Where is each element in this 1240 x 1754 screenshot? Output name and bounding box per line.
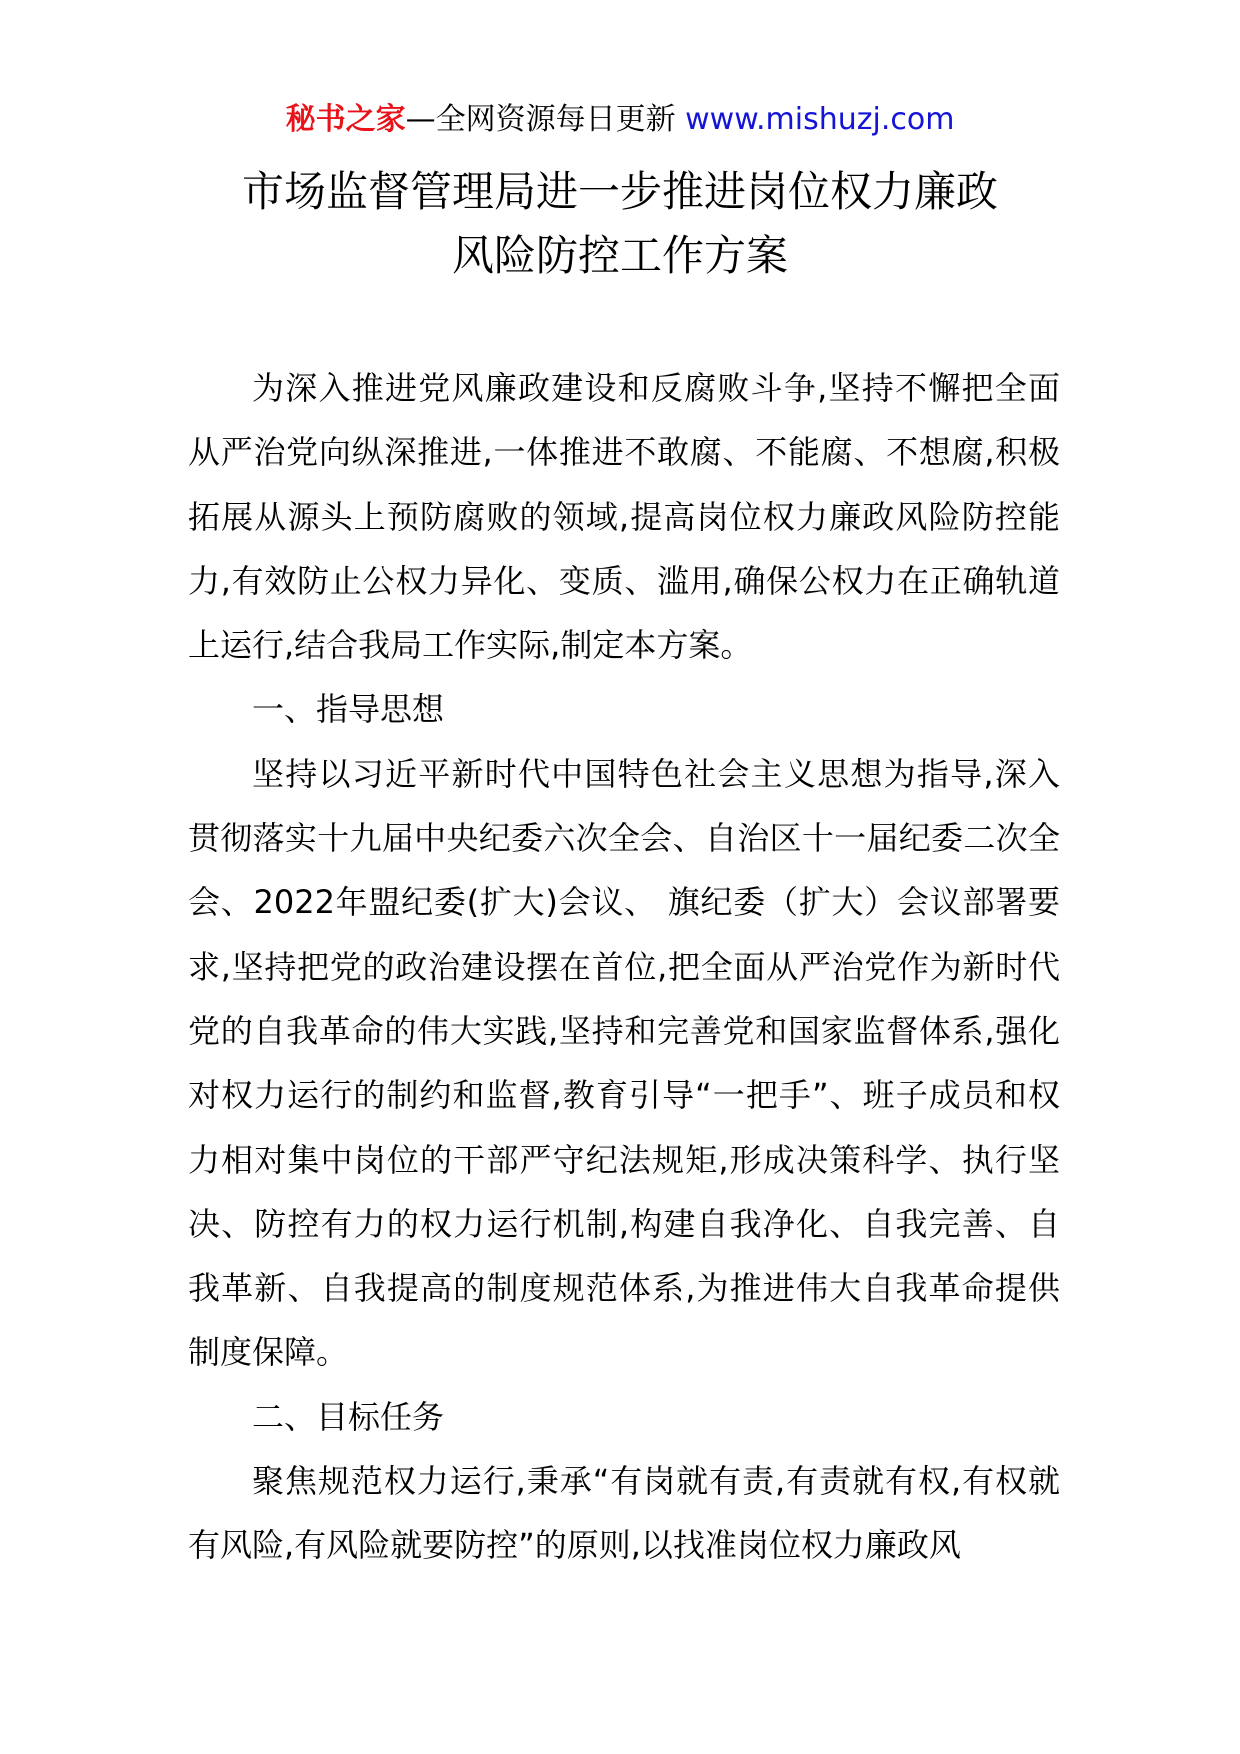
header-tagline: —全网资源每日更新 <box>405 102 686 137</box>
document-title <box>0 160 1240 288</box>
site-header <box>0 98 1240 142</box>
guiding-ideology-paragraph: 坚持以习近平新时代中国特色社会主义思想为指导,深入贯彻落实十九届中央纪委六次全会、自治区十一届纪委二次全会、2022年盟纪委(扩大)会议、 旗纪委（扩大）会议部署要求,坚持把党的政治建设摆在首位,把全面从严治党作为新时代党的自我革命的伟大实践,坚持和完善党和国家监督体系,强化对权力运行的制约和监督,教育引导“一把手”、班子成员和权力相对集中岗位的干部严守纪法规矩,形成决策科学、执行坚决、防控有力的权力运行机制,构建自我净化、自我完善、自我革新、自我提高的制度规范体系,为推进伟大自我革命提供制度保障。 <box>188 754 1060 1372</box>
title-line-1: 市场监督管理局进一步推进岗位权力廉政 <box>241 167 998 216</box>
brand-name: 秘书之家 <box>285 102 406 137</box>
site-url: www.mishuzj.com <box>685 102 955 137</box>
goals-tasks-paragraph: 聚焦规范权力运行,秉承“有岗就有责,有责就有权,有权就有风险,有风险就要防控”的原则,以找准岗位权力廉政风 <box>188 1462 1060 1565</box>
intro-paragraph: 为深入推进党风廉政建设和反腐败斗争,坚持不懈把全面从严治党向纵深推进,一体推进不敢腐、不能腐、不想腐,积极拓展从源头上预防腐败的领域,提高岗位权力廉政风险防控能力,有效防止公权力异化、变质、滥用,确保公权力在正确轨道上运行,结合我局工作实际,制定本方案。 <box>188 369 1060 665</box>
document-body <box>188 356 1060 1578</box>
section-heading-goals-tasks: 二、目标任务 <box>252 1397 445 1436</box>
title-line-2: 风险防控工作方案 <box>451 231 788 280</box>
section-heading-guiding-ideology: 一、指导思想 <box>252 690 445 729</box>
